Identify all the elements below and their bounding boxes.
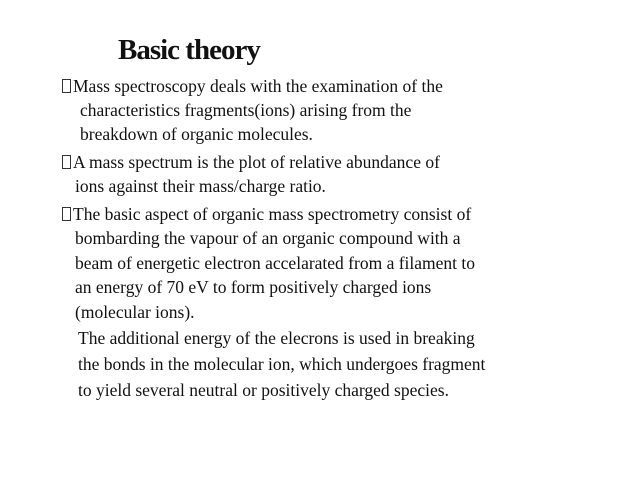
paragraph-3-line-4: an energy of 70 eV to form positively charged ions: [75, 277, 432, 297]
paragraph-3-line-5: (molecular ions).: [75, 302, 195, 322]
slide-title: Basic theory: [118, 34, 260, 66]
paragraph-2-line-1-text: A mass spectrum is the plot of relative abundance of: [73, 152, 440, 172]
paragraph-3-line-1: [62, 202, 471, 226]
paragraph-3-line-1-text: The basic aspect of organic mass spectrometry consist of: [73, 204, 472, 224]
bullet-box-icon: [62, 79, 71, 93]
paragraph-4-line-3: to yield several neutral or positively charged species.: [78, 380, 449, 400]
paragraph-1-line-1: [62, 74, 540, 98]
bullet-box-icon: [62, 155, 71, 169]
paragraph-4-line-1: The additional energy of the elecrons is used in breaking: [78, 328, 475, 348]
bullet-box-icon: [62, 207, 71, 221]
paragraph-2-line-1: [62, 150, 440, 174]
paragraph-1-line-1-text: Mass spectroscopy deals with the examination of the: [73, 76, 443, 96]
paragraph-3-line-2: bombarding the vapour of an organic compound with a: [75, 228, 461, 248]
paragraph-4-line-2: the bonds in the molecular ion, which undergoes fragment: [78, 354, 486, 374]
paragraph-1-line-2: characteristics fragments(ions) arising from the: [80, 100, 412, 120]
paragraph-3-line-3: beam of energetic electron accelarated from a filament to: [75, 253, 476, 273]
paragraph-1-line-3: breakdown of organic molecules.: [80, 124, 313, 144]
paragraph-2-line-2: ions against their mass/charge ratio.: [75, 176, 326, 196]
